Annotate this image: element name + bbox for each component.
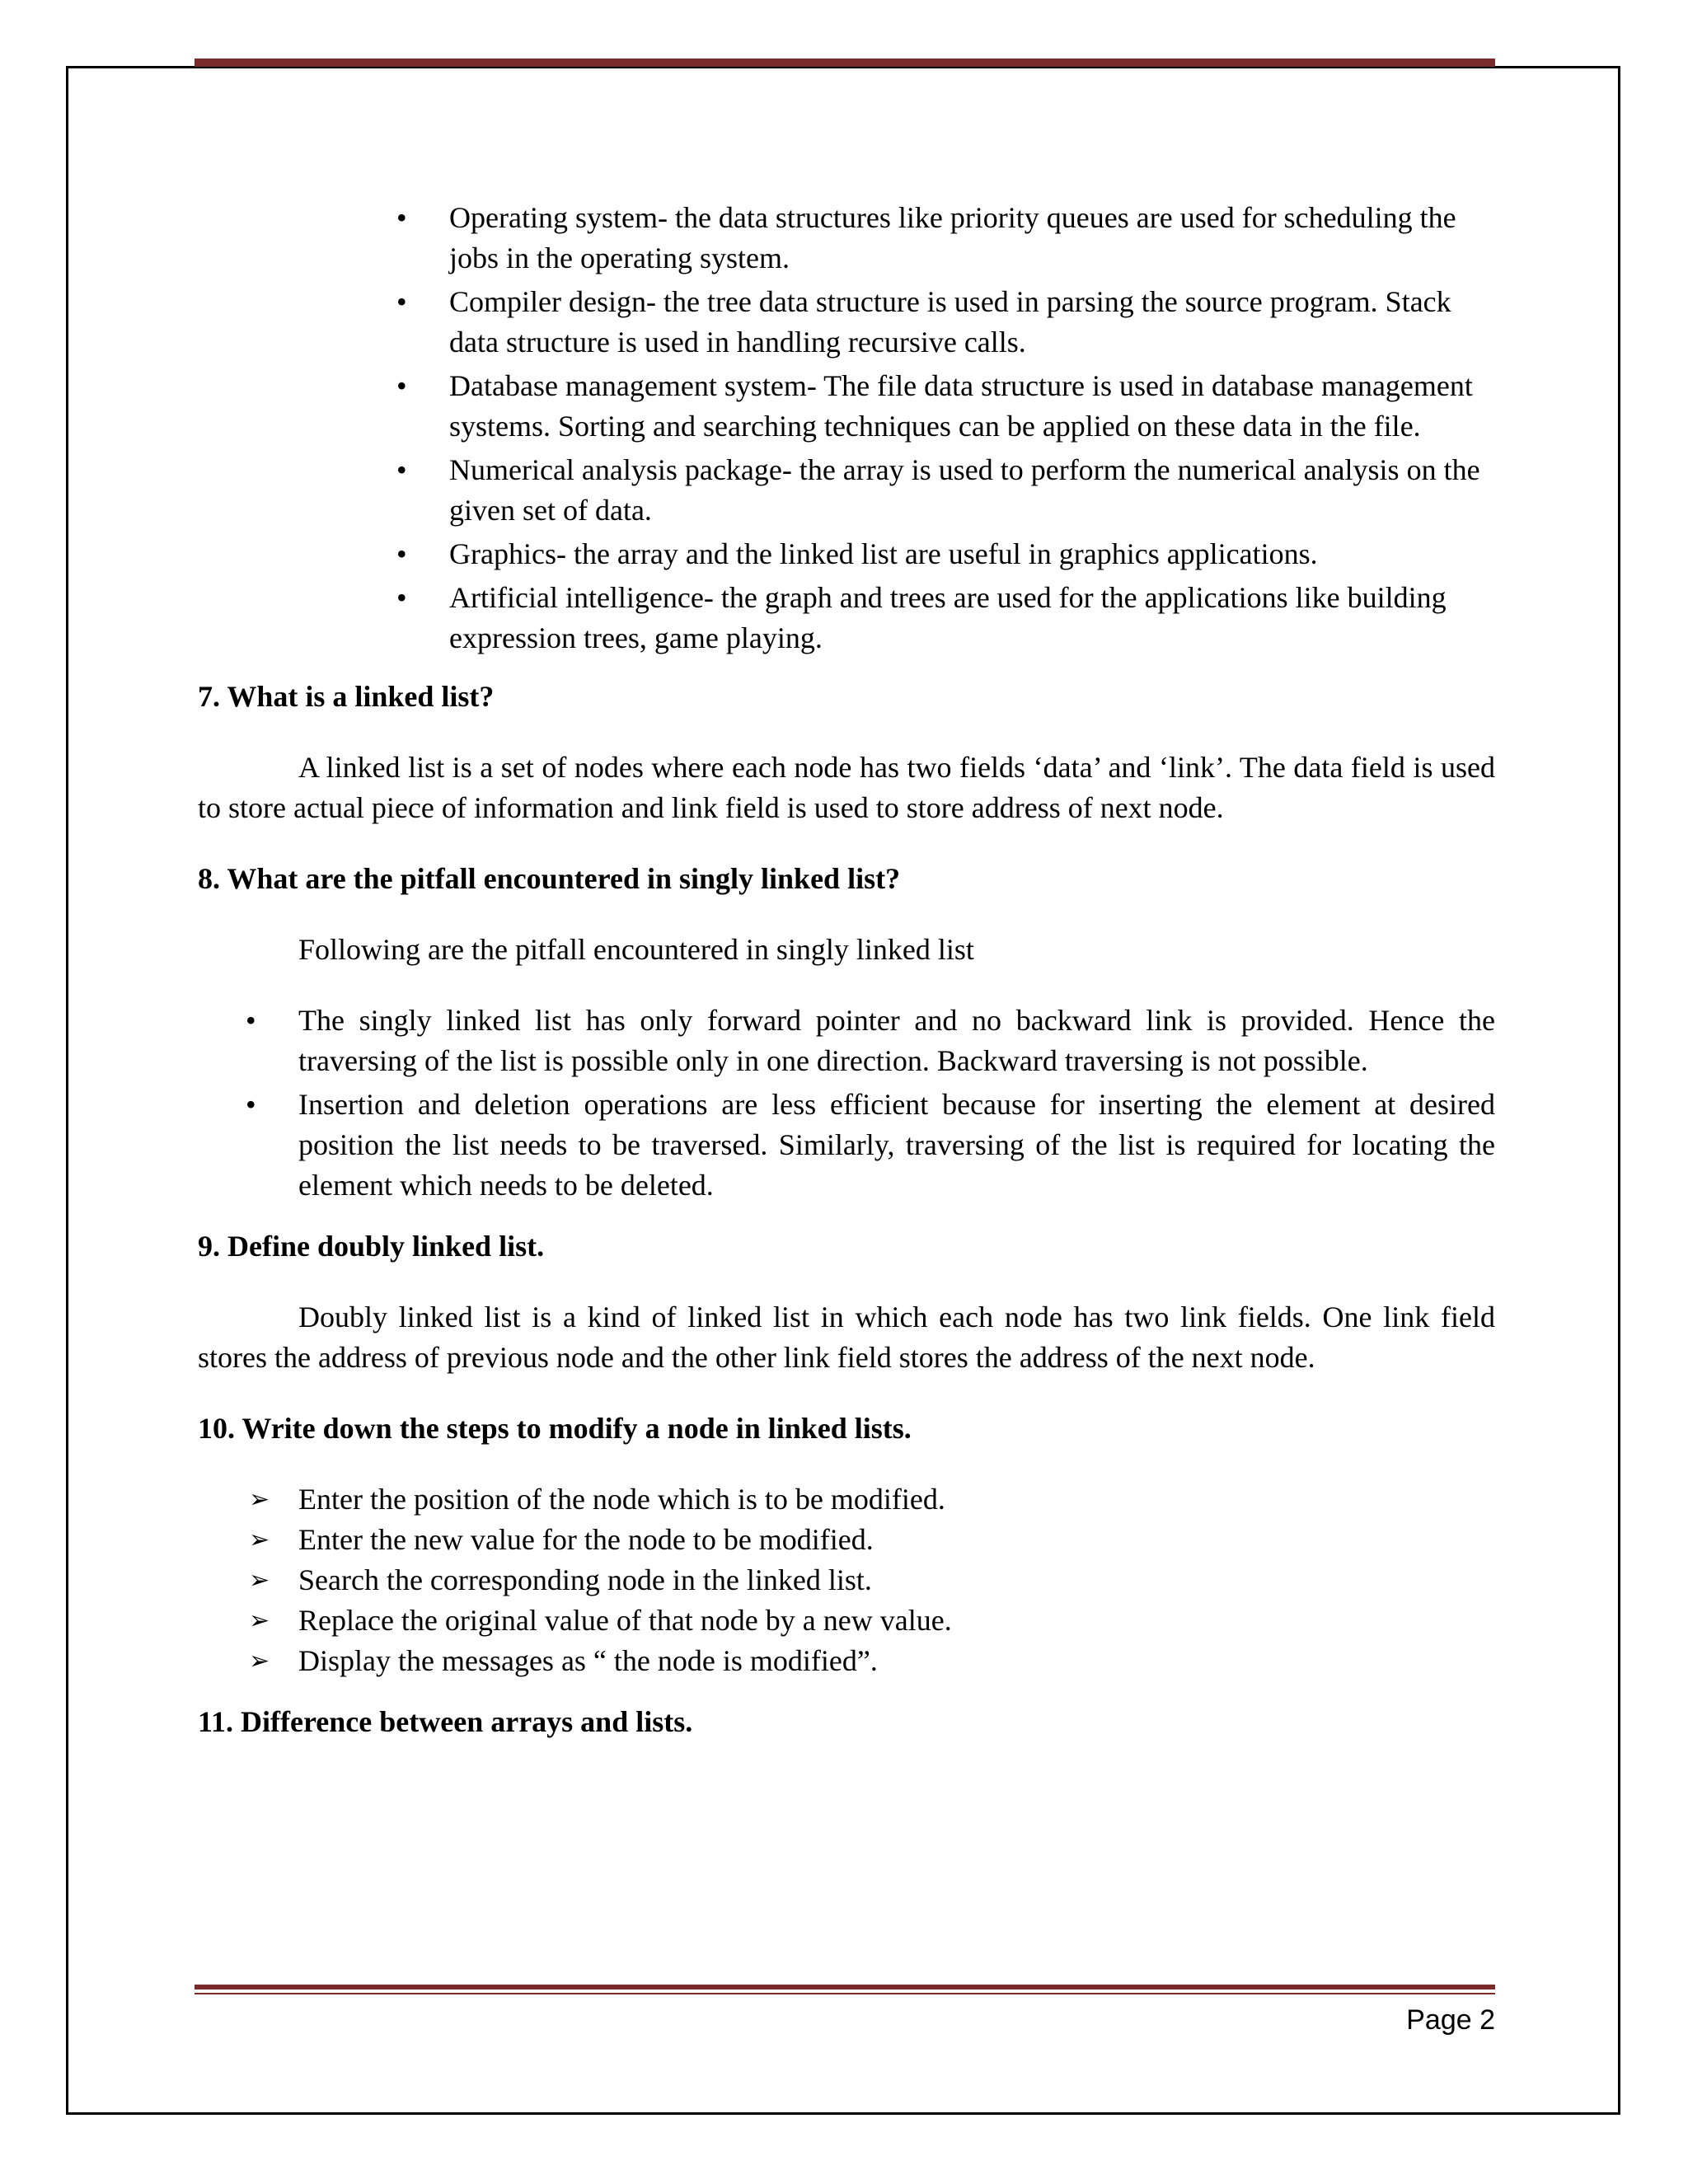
list-item: ➢ Enter the position of the node which is to be modified. — [198, 1479, 1495, 1520]
bullet-icon: • — [396, 581, 407, 614]
modify-steps-list — [198, 1479, 1495, 1681]
list-item: • Database management system- The file data structure is used in database management systems. Sorting and searching techniques can be applied on these data in the file. — [198, 366, 1495, 447]
arrow-bullet-icon: ➢ — [249, 1526, 270, 1554]
page-number: Page 2 — [1406, 2004, 1495, 2036]
question-7-answer: A linked list is a set of nodes where each node has two fields ‘data’ and ‘link’. The data field is used to store actual piece of information and link field is used to store address of next node. — [198, 751, 1495, 824]
bullet-icon: • — [246, 1088, 256, 1121]
footer-rule-thin — [195, 1993, 1495, 1994]
list-item: ➢ Display the messages as “ the node is modified”. — [198, 1641, 1495, 1681]
bullet-icon: • — [246, 1004, 256, 1037]
pitfalls-list — [198, 1001, 1495, 1206]
list-item: • Numerical analysis package- the array is used to perform the numerical analysis on the given set of data. — [198, 450, 1495, 531]
arrow-bullet-icon: ➢ — [249, 1606, 270, 1635]
footer-rule — [195, 1985, 1495, 1990]
bullet-icon: • — [396, 369, 407, 402]
list-item: ➢ Enter the new value for the node to be modified. — [198, 1520, 1495, 1560]
question-11-heading: 11. Difference between arrays and lists. — [198, 1705, 693, 1738]
list-item: • Graphics- the array and the linked list are useful in graphics applications. — [198, 534, 1495, 574]
list-item: ➢ Search the corresponding node in the linked list. — [198, 1560, 1495, 1601]
question-8-intro: Following are the pitfall encountered in singly linked list — [298, 933, 974, 966]
question-7-heading: 7. What is a linked list? — [198, 680, 495, 713]
arrow-bullet-icon: ➢ — [249, 1485, 270, 1514]
list-item: • The singly linked list has only forward pointer and no backward link is provided. Hence the traversing of the list is possible only in one direction. Backward traversing is not possible. — [198, 1001, 1495, 1081]
list-item: • Operating system- the data structures like priority queues are used for scheduling the jobs in the operating system. — [198, 198, 1495, 279]
question-10-heading: 10. Write down the steps to modify a node in linked lists. — [198, 1412, 912, 1445]
header-rule — [195, 59, 1495, 67]
page-content — [198, 198, 1495, 1742]
applications-list — [198, 198, 1495, 658]
question-9-heading: 9. Define doubly linked list. — [198, 1230, 545, 1263]
list-item: • Artificial intelligence- the graph and trees are used for the applications like building expression trees, game playing. — [198, 578, 1495, 658]
list-item: • Compiler design- the tree data structure is used in parsing the source program. Stack data structure is used in handling recursive calls. — [198, 282, 1495, 363]
bullet-icon: • — [396, 201, 407, 234]
arrow-bullet-icon: ➢ — [249, 1647, 270, 1675]
question-8-heading: 8. What are the pitfall encountered in singly linked list? — [198, 862, 901, 895]
list-item: ➢ Replace the original value of that node by a new value. — [198, 1601, 1495, 1641]
bullet-icon: • — [396, 285, 407, 318]
bullet-icon: • — [396, 537, 407, 570]
bullet-icon: • — [396, 453, 407, 486]
list-item: • Insertion and deletion operations are less efficient because for inserting the element at desired position the list needs to be traversed. Similarly, traversing of the list is required for locating the element which needs to be deleted. — [198, 1085, 1495, 1206]
arrow-bullet-icon: ➢ — [249, 1566, 270, 1595]
question-9-answer: Doubly linked list is a kind of linked list in which each node has two link fields. One link field stores the address of previous node and the other link field stores the address of the next node. — [198, 1301, 1495, 1374]
